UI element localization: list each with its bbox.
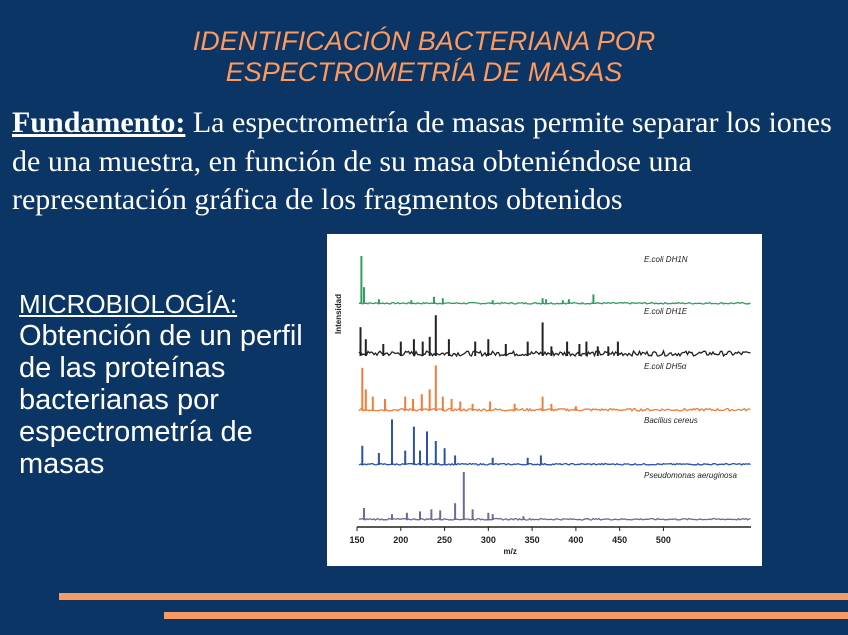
y-axis-label: Intensidad — [334, 293, 343, 335]
series-label: Pseudomonas aeruginosa — [644, 471, 737, 480]
spectrum-baseline — [359, 303, 751, 305]
x-axis-label: m/z — [503, 547, 517, 556]
series-label: E.coli DH5α — [644, 362, 687, 371]
microbiologia-label: MICROBIOLOGÍA: — [19, 289, 238, 319]
fundamento-paragraph — [12, 104, 832, 220]
slide-title-line2: ESPECTROMETRÍA DE MASAS — [225, 57, 623, 87]
microbiologia-text: Obtención de un perfil de las proteínas bacterianas por espectrometría de masas — [19, 320, 303, 480]
x-tick-label: 350 — [524, 535, 540, 545]
mass-spectra-chart — [327, 234, 762, 566]
spectrum-baseline — [359, 351, 751, 356]
x-tick-label: 450 — [612, 535, 628, 545]
fundamento-text: La espectrometría de masas permite separar los iones de una muestra, en función de su masa obteniéndose una representación gráfica de los fragmentos obtenidos — [12, 106, 832, 216]
x-tick-label: 500 — [655, 535, 671, 545]
accent-bar-bottom — [164, 612, 848, 619]
microbiologia-block — [19, 289, 319, 480]
series-label: Bacilius cereus — [644, 416, 698, 425]
fundamento-label: Fundamento: — [12, 106, 186, 139]
series-label: E.coli DH1N — [644, 255, 688, 264]
accent-bar-top — [59, 593, 848, 600]
x-tick-label: 150 — [349, 535, 365, 545]
slide-title-line1: IDENTIFICACIÓN BACTERIANA POR — [192, 26, 656, 56]
series-label: E.coli DH1E — [644, 307, 688, 316]
spectrum-baseline — [359, 409, 751, 412]
spectrum-baseline — [359, 519, 751, 521]
slide-title — [0, 26, 848, 88]
x-tick-label: 300 — [480, 535, 496, 545]
x-tick-label: 400 — [568, 535, 584, 545]
mass-spectra-figure — [327, 234, 762, 566]
x-tick-label: 250 — [437, 535, 453, 545]
spectrum-baseline — [359, 464, 751, 466]
x-tick-label: 200 — [393, 535, 409, 545]
